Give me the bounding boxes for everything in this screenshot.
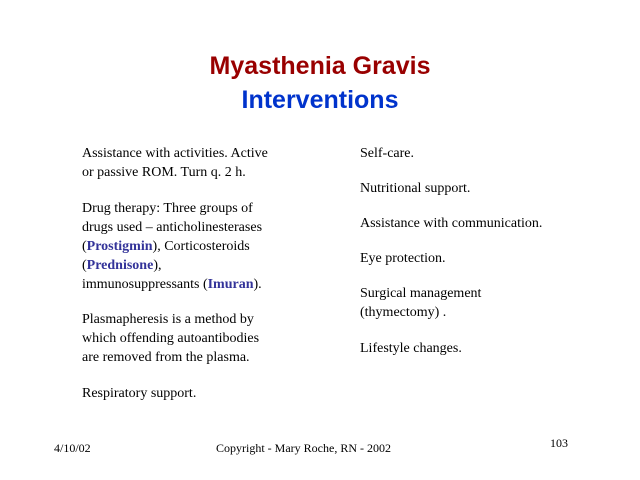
text-line: Assistance with activities. Active xyxy=(82,146,268,161)
slide-title: Myasthenia Gravis xyxy=(209,52,431,80)
paren: ( xyxy=(82,258,87,273)
text-line: (thymectomy) . xyxy=(360,305,447,320)
drug-name-prostigmin: Prostigmin xyxy=(86,239,153,254)
item-eye-protection xyxy=(360,249,446,268)
text-line: Lifestyle changes. xyxy=(360,341,462,356)
text-fragment: immunosuppressants ( xyxy=(82,277,208,292)
item-surgical-management xyxy=(360,284,481,322)
text-line xyxy=(82,256,262,275)
paragraph-respiratory xyxy=(82,384,196,403)
text-line: Respiratory support. xyxy=(82,386,197,401)
text-line: or passive ROM. Turn q. 2 h. xyxy=(82,165,246,180)
text-line: drugs used – anticholinesterases xyxy=(82,220,263,235)
text-line: Plasmapheresis is a method by xyxy=(82,312,254,327)
page-number: 103 xyxy=(550,436,568,450)
right-column xyxy=(360,144,620,374)
paragraph-drug-therapy xyxy=(82,199,262,294)
item-self-care xyxy=(360,144,414,163)
paragraph-plasmapheresis xyxy=(82,310,259,367)
drug-name-imuran: Imuran xyxy=(207,277,254,292)
text-fragment: ), xyxy=(153,258,162,273)
text-line: Surgical management xyxy=(360,286,482,301)
drug-name-prednisone: Prednisone xyxy=(86,258,154,273)
text-line: are removed from the plasma. xyxy=(82,350,250,365)
footer-copyright: Copyright - Mary Roche, RN - 2002 xyxy=(216,441,391,455)
footer-date: 4/10/02 xyxy=(54,441,91,455)
item-lifestyle-changes xyxy=(360,339,462,358)
text-line: Assistance with communication. xyxy=(360,216,543,231)
paragraph-activities xyxy=(82,144,268,182)
item-communication xyxy=(360,214,542,233)
item-nutritional-support xyxy=(360,179,470,198)
left-column xyxy=(82,144,327,409)
text-line: Self-care. xyxy=(360,146,415,161)
paren: ( xyxy=(82,239,87,254)
text-line xyxy=(82,237,262,256)
text-line: Eye protection. xyxy=(360,251,446,266)
text-fragment: ). xyxy=(253,277,262,292)
text-line xyxy=(82,275,262,294)
slide-subtitle: Interventions xyxy=(241,86,399,114)
text-line: which offending autoantibodies xyxy=(82,331,260,346)
text-line: Nutritional support. xyxy=(360,181,471,196)
text-line: Drug therapy: Three groups of xyxy=(82,201,253,216)
text-fragment: ), Corticosteroids xyxy=(152,239,250,254)
